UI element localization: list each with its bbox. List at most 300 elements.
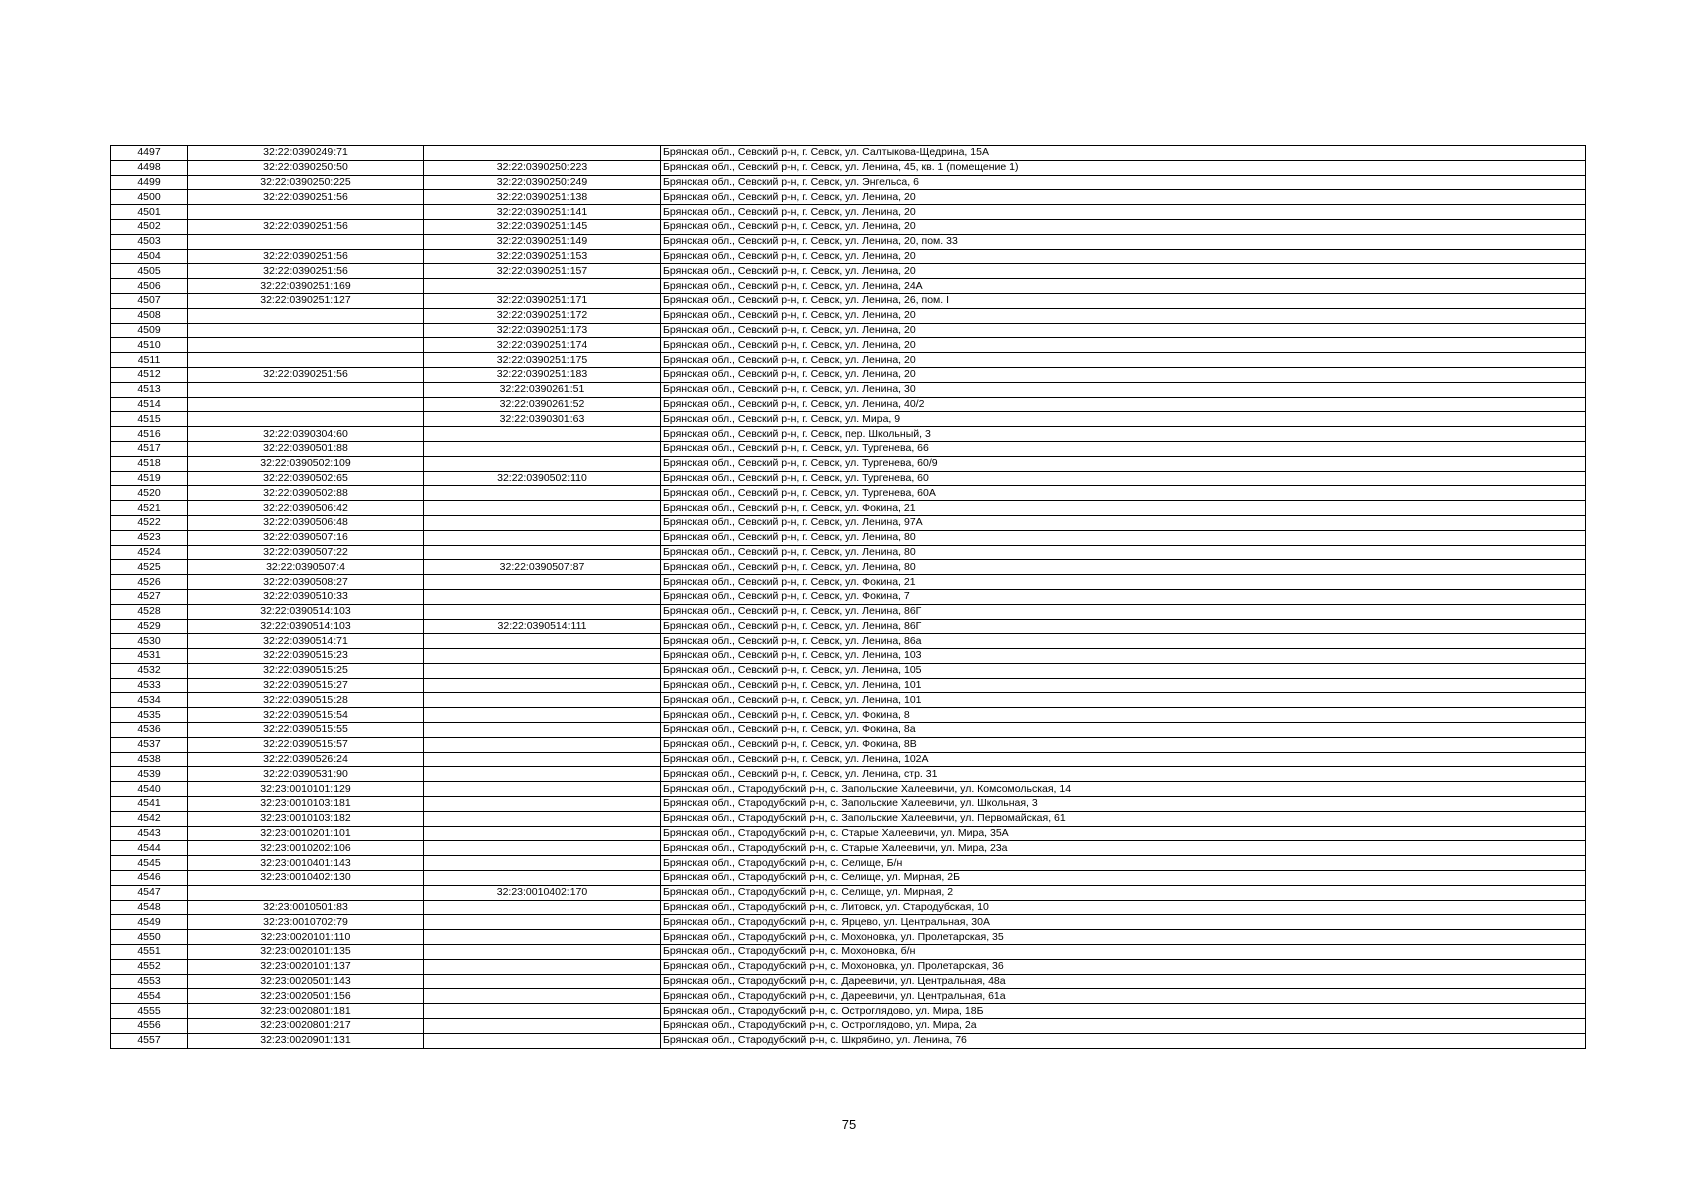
address-cell: Брянская обл., Севский р-н, г. Севск, ул. Ленина, 80 xyxy=(661,560,1586,575)
table-row xyxy=(111,811,1586,826)
row-number-cell: 4503 xyxy=(111,234,188,249)
address-cell: Брянская обл., Стародубский р-н, с. Литовск, ул. Стародубская, 10 xyxy=(661,900,1586,915)
cadastral-number-cell: 32:22:0390507:22 xyxy=(188,545,424,560)
related-cadastral-number-cell xyxy=(424,959,661,974)
cadastral-number-cell: 32:22:0390251:56 xyxy=(188,219,424,234)
cadastral-number-cell: 32:23:0010201:101 xyxy=(188,826,424,841)
row-number-cell: 4543 xyxy=(111,826,188,841)
address-cell: Брянская обл., Севский р-н, г. Севск, ул. Ленина, 105 xyxy=(661,663,1586,678)
cadastral-number-cell: 32:23:0010103:182 xyxy=(188,811,424,826)
related-cadastral-number-cell xyxy=(424,752,661,767)
related-cadastral-number-cell xyxy=(424,1004,661,1019)
address-cell: Брянская обл., Севский р-н, г. Севск, ул. Ленина, 30 xyxy=(661,382,1586,397)
cadastral-number-cell: 32:23:0010101:129 xyxy=(188,782,424,797)
related-cadastral-number-cell xyxy=(424,1033,661,1048)
related-cadastral-number-cell xyxy=(424,767,661,782)
table-row xyxy=(111,737,1586,752)
table-row xyxy=(111,219,1586,234)
cadastral-number-cell xyxy=(188,353,424,368)
row-number-cell: 4502 xyxy=(111,219,188,234)
row-number-cell: 4516 xyxy=(111,427,188,442)
table-row xyxy=(111,915,1586,930)
address-cell: Брянская обл., Севский р-н, г. Севск, ул. Фокина, 21 xyxy=(661,575,1586,590)
row-number-cell: 4498 xyxy=(111,160,188,175)
address-cell: Брянская обл., Севский р-н, г. Севск, ул. Тургенева, 66 xyxy=(661,441,1586,456)
table-row xyxy=(111,826,1586,841)
address-cell: Брянская обл., Севский р-н, г. Севск, ул. Ленина, 103 xyxy=(661,649,1586,664)
cadastral-number-cell: 32:22:0390507:16 xyxy=(188,530,424,545)
address-cell: Брянская обл., Севский р-н, г. Севск, ул. Энгельса, 6 xyxy=(661,175,1586,190)
cadastral-number-cell: 32:22:0390508:27 xyxy=(188,575,424,590)
row-number-cell: 4520 xyxy=(111,486,188,501)
cadastral-number-cell: 32:23:0020101:135 xyxy=(188,945,424,960)
related-cadastral-number-cell: 32:22:0390301:63 xyxy=(424,412,661,427)
cadastral-number-cell: 32:22:0390304:60 xyxy=(188,427,424,442)
cadastral-number-cell: 32:22:0390514:71 xyxy=(188,634,424,649)
row-number-cell: 4555 xyxy=(111,1004,188,1019)
table-row xyxy=(111,959,1586,974)
table-row xyxy=(111,575,1586,590)
table-row xyxy=(111,441,1586,456)
cadastral-number-cell: 32:22:0390515:25 xyxy=(188,663,424,678)
address-cell: Брянская обл., Севский р-н, г. Севск, ул. Ленина, 97А xyxy=(661,515,1586,530)
cadastral-number-cell xyxy=(188,412,424,427)
row-number-cell: 4506 xyxy=(111,279,188,294)
related-cadastral-number-cell xyxy=(424,486,661,501)
related-cadastral-number-cell: 32:22:0390251:183 xyxy=(424,367,661,382)
row-number-cell: 4553 xyxy=(111,974,188,989)
table-row xyxy=(111,678,1586,693)
row-number-cell: 4541 xyxy=(111,797,188,812)
row-number-cell: 4533 xyxy=(111,678,188,693)
cadastral-number-cell: 32:22:0390515:57 xyxy=(188,737,424,752)
related-cadastral-number-cell: 32:22:0390251:174 xyxy=(424,338,661,353)
row-number-cell: 4525 xyxy=(111,560,188,575)
row-number-cell: 4518 xyxy=(111,456,188,471)
related-cadastral-number-cell: 32:22:0390514:111 xyxy=(424,619,661,634)
table-row xyxy=(111,234,1586,249)
cadastral-number-cell: 32:22:0390515:54 xyxy=(188,708,424,723)
cadastral-number-cell: 32:23:0010202:106 xyxy=(188,841,424,856)
address-cell: Брянская обл., Севский р-н, г. Севск, ул. Ленина, 80 xyxy=(661,530,1586,545)
cadastral-number-cell: 32:22:0390506:42 xyxy=(188,501,424,516)
cadastral-number-cell: 32:22:0390251:127 xyxy=(188,293,424,308)
address-cell: Брянская обл., Севский р-н, г. Севск, ул. Ленина, 86а xyxy=(661,634,1586,649)
address-cell: Брянская обл., Севский р-н, г. Севск, ул. Ленина, 20 xyxy=(661,264,1586,279)
row-number-cell: 4509 xyxy=(111,323,188,338)
table-row xyxy=(111,856,1586,871)
cadastral-number-cell xyxy=(188,397,424,412)
table-row xyxy=(111,560,1586,575)
cadastral-number-cell: 32:22:0390250:225 xyxy=(188,175,424,190)
cadastral-number-cell: 32:23:0020801:217 xyxy=(188,1019,424,1034)
table-row xyxy=(111,871,1586,886)
address-cell: Брянская обл., Севский р-н, г. Севск, ул. Фокина, 8 xyxy=(661,708,1586,723)
related-cadastral-number-cell xyxy=(424,841,661,856)
related-cadastral-number-cell: 32:22:0390251:157 xyxy=(424,264,661,279)
address-cell: Брянская обл., Севский р-н, г. Севск, ул. Ленина, 86Г xyxy=(661,619,1586,634)
table-row xyxy=(111,353,1586,368)
related-cadastral-number-cell: 32:22:0390251:141 xyxy=(424,205,661,220)
table-row xyxy=(111,1004,1586,1019)
address-cell: Брянская обл., Севский р-н, г. Севск, ул. Ленина, 26, пом. I xyxy=(661,293,1586,308)
related-cadastral-number-cell xyxy=(424,856,661,871)
cadastral-number-cell: 32:23:0010402:130 xyxy=(188,871,424,886)
cadastral-number-cell: 32:22:0390526:24 xyxy=(188,752,424,767)
address-cell: Брянская обл., Севский р-н, г. Севск, ул. Ленина, 24А xyxy=(661,279,1586,294)
row-number-cell: 4546 xyxy=(111,871,188,886)
cadastral-number-cell: 32:22:0390515:23 xyxy=(188,649,424,664)
related-cadastral-number-cell xyxy=(424,915,661,930)
table-row xyxy=(111,205,1586,220)
table-row xyxy=(111,501,1586,516)
address-cell: Брянская обл., Стародубский р-н, с. Старые Халеевичи, ул. Мира, 23а xyxy=(661,841,1586,856)
address-cell: Брянская обл., Севский р-н, г. Севск, ул. Салтыкова-Щедрина, 15А xyxy=(661,146,1586,161)
address-cell: Брянская обл., Севский р-н, г. Севск, ул. Тургенева, 60А xyxy=(661,486,1586,501)
cadastral-number-cell: 32:22:0390251:169 xyxy=(188,279,424,294)
address-cell: Брянская обл., Стародубский р-н, с. Остроглядово, ул. Мира, 18Б xyxy=(661,1004,1586,1019)
related-cadastral-number-cell xyxy=(424,456,661,471)
address-cell: Брянская обл., Севский р-н, г. Севск, ул. Ленина, 45, кв. 1 (помещение 1) xyxy=(661,160,1586,175)
table-row xyxy=(111,885,1586,900)
row-number-cell: 4542 xyxy=(111,811,188,826)
related-cadastral-number-cell: 32:22:0390251:138 xyxy=(424,190,661,205)
table-row xyxy=(111,841,1586,856)
related-cadastral-number-cell xyxy=(424,974,661,989)
row-number-cell: 4545 xyxy=(111,856,188,871)
row-number-cell: 4540 xyxy=(111,782,188,797)
address-cell: Брянская обл., Севский р-н, г. Севск, ул. Тургенева, 60 xyxy=(661,471,1586,486)
cadastral-number-cell: 32:23:0010501:83 xyxy=(188,900,424,915)
cadastral-number-cell xyxy=(188,338,424,353)
address-cell: Брянская обл., Стародубский р-н, с. Мохоновка, ул. Пролетарская, 35 xyxy=(661,930,1586,945)
address-cell: Брянская обл., Стародубский р-н, с. Ярцево, ул. Центральная, 30А xyxy=(661,915,1586,930)
address-cell: Брянская обл., Стародубский р-н, с. Дареевичи, ул. Центральная, 61а xyxy=(661,989,1586,1004)
row-number-cell: 4534 xyxy=(111,693,188,708)
table-row xyxy=(111,900,1586,915)
address-cell: Брянская обл., Севский р-н, г. Севск, ул. Ленина, 20 xyxy=(661,205,1586,220)
table-row xyxy=(111,989,1586,1004)
cadastral-number-cell: 32:22:0390514:103 xyxy=(188,619,424,634)
row-number-cell: 4544 xyxy=(111,841,188,856)
table-row xyxy=(111,752,1586,767)
row-number-cell: 4539 xyxy=(111,767,188,782)
address-cell: Брянская обл., Стародубский р-н, с. Селище, Б/н xyxy=(661,856,1586,871)
row-number-cell: 4508 xyxy=(111,308,188,323)
row-number-cell: 4512 xyxy=(111,367,188,382)
table-row xyxy=(111,456,1586,471)
address-cell: Брянская обл., Севский р-н, г. Севск, ул. Ленина, стр. 31 xyxy=(661,767,1586,782)
cadastral-number-cell: 32:23:0020101:110 xyxy=(188,930,424,945)
cadastral-number-cell: 32:22:0390249:71 xyxy=(188,146,424,161)
related-cadastral-number-cell: 32:23:0010402:170 xyxy=(424,885,661,900)
row-number-cell: 4521 xyxy=(111,501,188,516)
table-row xyxy=(111,427,1586,442)
related-cadastral-number-cell xyxy=(424,515,661,530)
address-cell: Брянская обл., Севский р-н, г. Севск, ул. Ленина, 86Г xyxy=(661,604,1586,619)
table-row xyxy=(111,175,1586,190)
address-cell: Брянская обл., Севский р-н, г. Севск, ул. Ленина, 20, пом. 33 xyxy=(661,234,1586,249)
related-cadastral-number-cell xyxy=(424,826,661,841)
row-number-cell: 4538 xyxy=(111,752,188,767)
related-cadastral-number-cell: 32:22:0390251:145 xyxy=(424,219,661,234)
table-row xyxy=(111,767,1586,782)
cadastral-number-cell: 32:22:0390502:88 xyxy=(188,486,424,501)
related-cadastral-number-cell: 32:22:0390251:171 xyxy=(424,293,661,308)
table-row xyxy=(111,412,1586,427)
table-row xyxy=(111,160,1586,175)
related-cadastral-number-cell xyxy=(424,649,661,664)
related-cadastral-number-cell: 32:22:0390251:153 xyxy=(424,249,661,264)
row-number-cell: 4550 xyxy=(111,930,188,945)
address-cell: Брянская обл., Севский р-н, г. Севск, ул. Ленина, 20 xyxy=(661,249,1586,264)
related-cadastral-number-cell xyxy=(424,146,661,161)
row-number-cell: 4526 xyxy=(111,575,188,590)
row-number-cell: 4523 xyxy=(111,530,188,545)
address-cell: Брянская обл., Стародубский р-н, с. Запольские Халеевичи, ул. Первомайская, 61 xyxy=(661,811,1586,826)
row-number-cell: 4554 xyxy=(111,989,188,1004)
cadastral-number-cell: 32:23:0020501:156 xyxy=(188,989,424,1004)
row-number-cell: 4527 xyxy=(111,589,188,604)
row-number-cell: 4529 xyxy=(111,619,188,634)
related-cadastral-number-cell xyxy=(424,663,661,678)
table-row xyxy=(111,1019,1586,1034)
row-number-cell: 4548 xyxy=(111,900,188,915)
cadastral-number-cell: 32:23:0020901:131 xyxy=(188,1033,424,1048)
related-cadastral-number-cell xyxy=(424,634,661,649)
row-number-cell: 4507 xyxy=(111,293,188,308)
address-cell: Брянская обл., Севский р-н, г. Севск, ул. Фокина, 21 xyxy=(661,501,1586,516)
related-cadastral-number-cell xyxy=(424,900,661,915)
related-cadastral-number-cell: 32:22:0390261:51 xyxy=(424,382,661,397)
cadastral-number-cell: 32:22:0390510:33 xyxy=(188,589,424,604)
address-cell: Брянская обл., Севский р-н, г. Севск, ул. Ленина, 102А xyxy=(661,752,1586,767)
related-cadastral-number-cell xyxy=(424,930,661,945)
address-cell: Брянская обл., Севский р-н, г. Севск, ул. Фокина, 8В xyxy=(661,737,1586,752)
row-number-cell: 4497 xyxy=(111,146,188,161)
cadastral-number-cell: 32:22:0390251:56 xyxy=(188,249,424,264)
address-cell: Брянская обл., Стародубский р-н, с. Запольские Халеевичи, ул. Комсомольская, 14 xyxy=(661,782,1586,797)
cadastral-number-cell: 32:23:0020101:137 xyxy=(188,959,424,974)
address-cell: Брянская обл., Севский р-н, г. Севск, ул. Ленина, 20 xyxy=(661,308,1586,323)
row-number-cell: 4514 xyxy=(111,397,188,412)
related-cadastral-number-cell xyxy=(424,811,661,826)
address-cell: Брянская обл., Севский р-н, г. Севск, ул. Ленина, 20 xyxy=(661,353,1586,368)
cadastral-number-cell xyxy=(188,308,424,323)
table-row xyxy=(111,649,1586,664)
cadastral-number-cell: 32:23:0020801:181 xyxy=(188,1004,424,1019)
address-cell: Брянская обл., Севский р-н, г. Севск, ул. Ленина, 20 xyxy=(661,367,1586,382)
address-cell: Брянская обл., Стародубский р-н, с. Шкрябино, ул. Ленина, 76 xyxy=(661,1033,1586,1048)
table-row xyxy=(111,930,1586,945)
row-number-cell: 4530 xyxy=(111,634,188,649)
cadastral-number-cell: 32:22:0390514:103 xyxy=(188,604,424,619)
table-row xyxy=(111,293,1586,308)
row-number-cell: 4551 xyxy=(111,945,188,960)
cadastral-number-cell xyxy=(188,234,424,249)
related-cadastral-number-cell xyxy=(424,989,661,1004)
related-cadastral-number-cell xyxy=(424,945,661,960)
table-row xyxy=(111,723,1586,738)
row-number-cell: 4531 xyxy=(111,649,188,664)
cadastral-number-cell: 32:22:0390251:56 xyxy=(188,190,424,205)
related-cadastral-number-cell: 32:22:0390250:223 xyxy=(424,160,661,175)
row-number-cell: 4510 xyxy=(111,338,188,353)
registry-table xyxy=(110,145,1586,1049)
address-cell: Брянская обл., Стародубский р-н, с. Селище, ул. Мирная, 2 xyxy=(661,885,1586,900)
related-cadastral-number-cell xyxy=(424,589,661,604)
table-row xyxy=(111,1033,1586,1048)
cadastral-number-cell: 32:22:0390502:65 xyxy=(188,471,424,486)
cadastral-number-cell: 32:22:0390515:55 xyxy=(188,723,424,738)
table-row xyxy=(111,693,1586,708)
address-cell: Брянская обл., Стародубский р-н, с. Остроглядово, ул. Мира, 2а xyxy=(661,1019,1586,1034)
row-number-cell: 4547 xyxy=(111,885,188,900)
related-cadastral-number-cell xyxy=(424,723,661,738)
address-cell: Брянская обл., Севский р-н, г. Севск, ул. Фокина, 8а xyxy=(661,723,1586,738)
related-cadastral-number-cell xyxy=(424,604,661,619)
cadastral-number-cell: 32:22:0390250:50 xyxy=(188,160,424,175)
table-row xyxy=(111,515,1586,530)
row-number-cell: 4537 xyxy=(111,737,188,752)
table-row xyxy=(111,589,1586,604)
related-cadastral-number-cell: 32:22:0390250:249 xyxy=(424,175,661,190)
related-cadastral-number-cell xyxy=(424,530,661,545)
table-row xyxy=(111,708,1586,723)
related-cadastral-number-cell xyxy=(424,737,661,752)
address-cell: Брянская обл., Севский р-н, г. Севск, ул. Ленина, 20 xyxy=(661,190,1586,205)
related-cadastral-number-cell: 32:22:0390251:173 xyxy=(424,323,661,338)
table-row xyxy=(111,974,1586,989)
table-row xyxy=(111,530,1586,545)
table-row xyxy=(111,190,1586,205)
row-number-cell: 4515 xyxy=(111,412,188,427)
row-number-cell: 4505 xyxy=(111,264,188,279)
related-cadastral-number-cell xyxy=(424,427,661,442)
related-cadastral-number-cell xyxy=(424,501,661,516)
address-cell: Брянская обл., Стародубский р-н, с. Запольские Халеевичи, ул. Школьная, 3 xyxy=(661,797,1586,812)
row-number-cell: 4513 xyxy=(111,382,188,397)
cadastral-number-cell: 32:22:0390507:4 xyxy=(188,560,424,575)
related-cadastral-number-cell xyxy=(424,782,661,797)
table-row xyxy=(111,663,1586,678)
address-cell: Брянская обл., Стародубский р-н, с. Селище, ул. Мирная, 2Б xyxy=(661,871,1586,886)
row-number-cell: 4504 xyxy=(111,249,188,264)
address-cell: Брянская обл., Стародубский р-н, с. Старые Халеевичи, ул. Мира, 35А xyxy=(661,826,1586,841)
address-cell: Брянская обл., Стародубский р-н, с. Мохоновка, б/н xyxy=(661,945,1586,960)
address-cell: Брянская обл., Севский р-н, г. Севск, ул. Ленина, 80 xyxy=(661,545,1586,560)
address-cell: Брянская обл., Стародубский р-н, с. Мохоновка, ул. Пролетарская, 36 xyxy=(661,959,1586,974)
related-cadastral-number-cell xyxy=(424,708,661,723)
address-cell: Брянская обл., Севский р-н, г. Севск, ул. Ленина, 20 xyxy=(661,219,1586,234)
related-cadastral-number-cell: 32:22:0390251:172 xyxy=(424,308,661,323)
cadastral-number-cell: 32:22:0390251:56 xyxy=(188,264,424,279)
table-row xyxy=(111,945,1586,960)
cadastral-number-cell: 32:22:0390531:90 xyxy=(188,767,424,782)
cadastral-number-cell: 32:22:0390502:109 xyxy=(188,456,424,471)
related-cadastral-number-cell xyxy=(424,871,661,886)
table-row xyxy=(111,308,1586,323)
table-row xyxy=(111,471,1586,486)
related-cadastral-number-cell: 32:22:0390251:175 xyxy=(424,353,661,368)
row-number-cell: 4535 xyxy=(111,708,188,723)
address-cell: Брянская обл., Севский р-н, г. Севск, ул. Мира, 9 xyxy=(661,412,1586,427)
related-cadastral-number-cell: 32:22:0390502:110 xyxy=(424,471,661,486)
row-number-cell: 4552 xyxy=(111,959,188,974)
related-cadastral-number-cell: 32:22:0390261:52 xyxy=(424,397,661,412)
related-cadastral-number-cell xyxy=(424,575,661,590)
table-row xyxy=(111,367,1586,382)
related-cadastral-number-cell: 32:22:0390507:87 xyxy=(424,560,661,575)
table-row xyxy=(111,382,1586,397)
row-number-cell: 4549 xyxy=(111,915,188,930)
cadastral-number-cell xyxy=(188,323,424,338)
row-number-cell: 4501 xyxy=(111,205,188,220)
table-row xyxy=(111,279,1586,294)
cadastral-number-cell: 32:23:0010401:143 xyxy=(188,856,424,871)
address-cell: Брянская обл., Севский р-н, г. Севск, ул. Ленина, 20 xyxy=(661,323,1586,338)
row-number-cell: 4522 xyxy=(111,515,188,530)
row-number-cell: 4524 xyxy=(111,545,188,560)
cadastral-number-cell xyxy=(188,382,424,397)
row-number-cell: 4557 xyxy=(111,1033,188,1048)
table-row xyxy=(111,545,1586,560)
address-cell: Брянская обл., Стародубский р-н, с. Дареевичи, ул. Центральная, 48а xyxy=(661,974,1586,989)
cadastral-number-cell: 32:22:0390515:27 xyxy=(188,678,424,693)
table-row xyxy=(111,264,1586,279)
row-number-cell: 4519 xyxy=(111,471,188,486)
row-number-cell: 4511 xyxy=(111,353,188,368)
address-cell: Брянская обл., Севский р-н, г. Севск, ул. Ленина, 101 xyxy=(661,693,1586,708)
table-row xyxy=(111,249,1586,264)
table-row xyxy=(111,338,1586,353)
address-cell: Брянская обл., Севский р-н, г. Севск, ул. Фокина, 7 xyxy=(661,589,1586,604)
cadastral-number-cell: 32:22:0390501:88 xyxy=(188,441,424,456)
related-cadastral-number-cell xyxy=(424,797,661,812)
related-cadastral-number-cell: 32:22:0390251:149 xyxy=(424,234,661,249)
table-row xyxy=(111,782,1586,797)
table-row xyxy=(111,797,1586,812)
related-cadastral-number-cell xyxy=(424,279,661,294)
table-row xyxy=(111,634,1586,649)
related-cadastral-number-cell xyxy=(424,678,661,693)
row-number-cell: 4556 xyxy=(111,1019,188,1034)
row-number-cell: 4500 xyxy=(111,190,188,205)
related-cadastral-number-cell xyxy=(424,545,661,560)
registry-table-body xyxy=(111,146,1586,1049)
related-cadastral-number-cell xyxy=(424,441,661,456)
related-cadastral-number-cell xyxy=(424,693,661,708)
address-cell: Брянская обл., Севский р-н, г. Севск, ул. Ленина, 20 xyxy=(661,338,1586,353)
row-number-cell: 4499 xyxy=(111,175,188,190)
cadastral-number-cell: 32:23:0010103:181 xyxy=(188,797,424,812)
related-cadastral-number-cell xyxy=(424,1019,661,1034)
table-row xyxy=(111,604,1586,619)
table-row xyxy=(111,397,1586,412)
table-row xyxy=(111,486,1586,501)
address-cell: Брянская обл., Севский р-н, г. Севск, пер. Школьный, 3 xyxy=(661,427,1586,442)
cadastral-number-cell: 32:23:0010702:79 xyxy=(188,915,424,930)
row-number-cell: 4532 xyxy=(111,663,188,678)
table-row xyxy=(111,619,1586,634)
cadastral-number-cell: 32:22:0390506:48 xyxy=(188,515,424,530)
cadastral-number-cell xyxy=(188,885,424,900)
address-cell: Брянская обл., Севский р-н, г. Севск, ул. Тургенева, 60/9 xyxy=(661,456,1586,471)
row-number-cell: 4536 xyxy=(111,723,188,738)
row-number-cell: 4517 xyxy=(111,441,188,456)
cadastral-number-cell xyxy=(188,205,424,220)
row-number-cell: 4528 xyxy=(111,604,188,619)
